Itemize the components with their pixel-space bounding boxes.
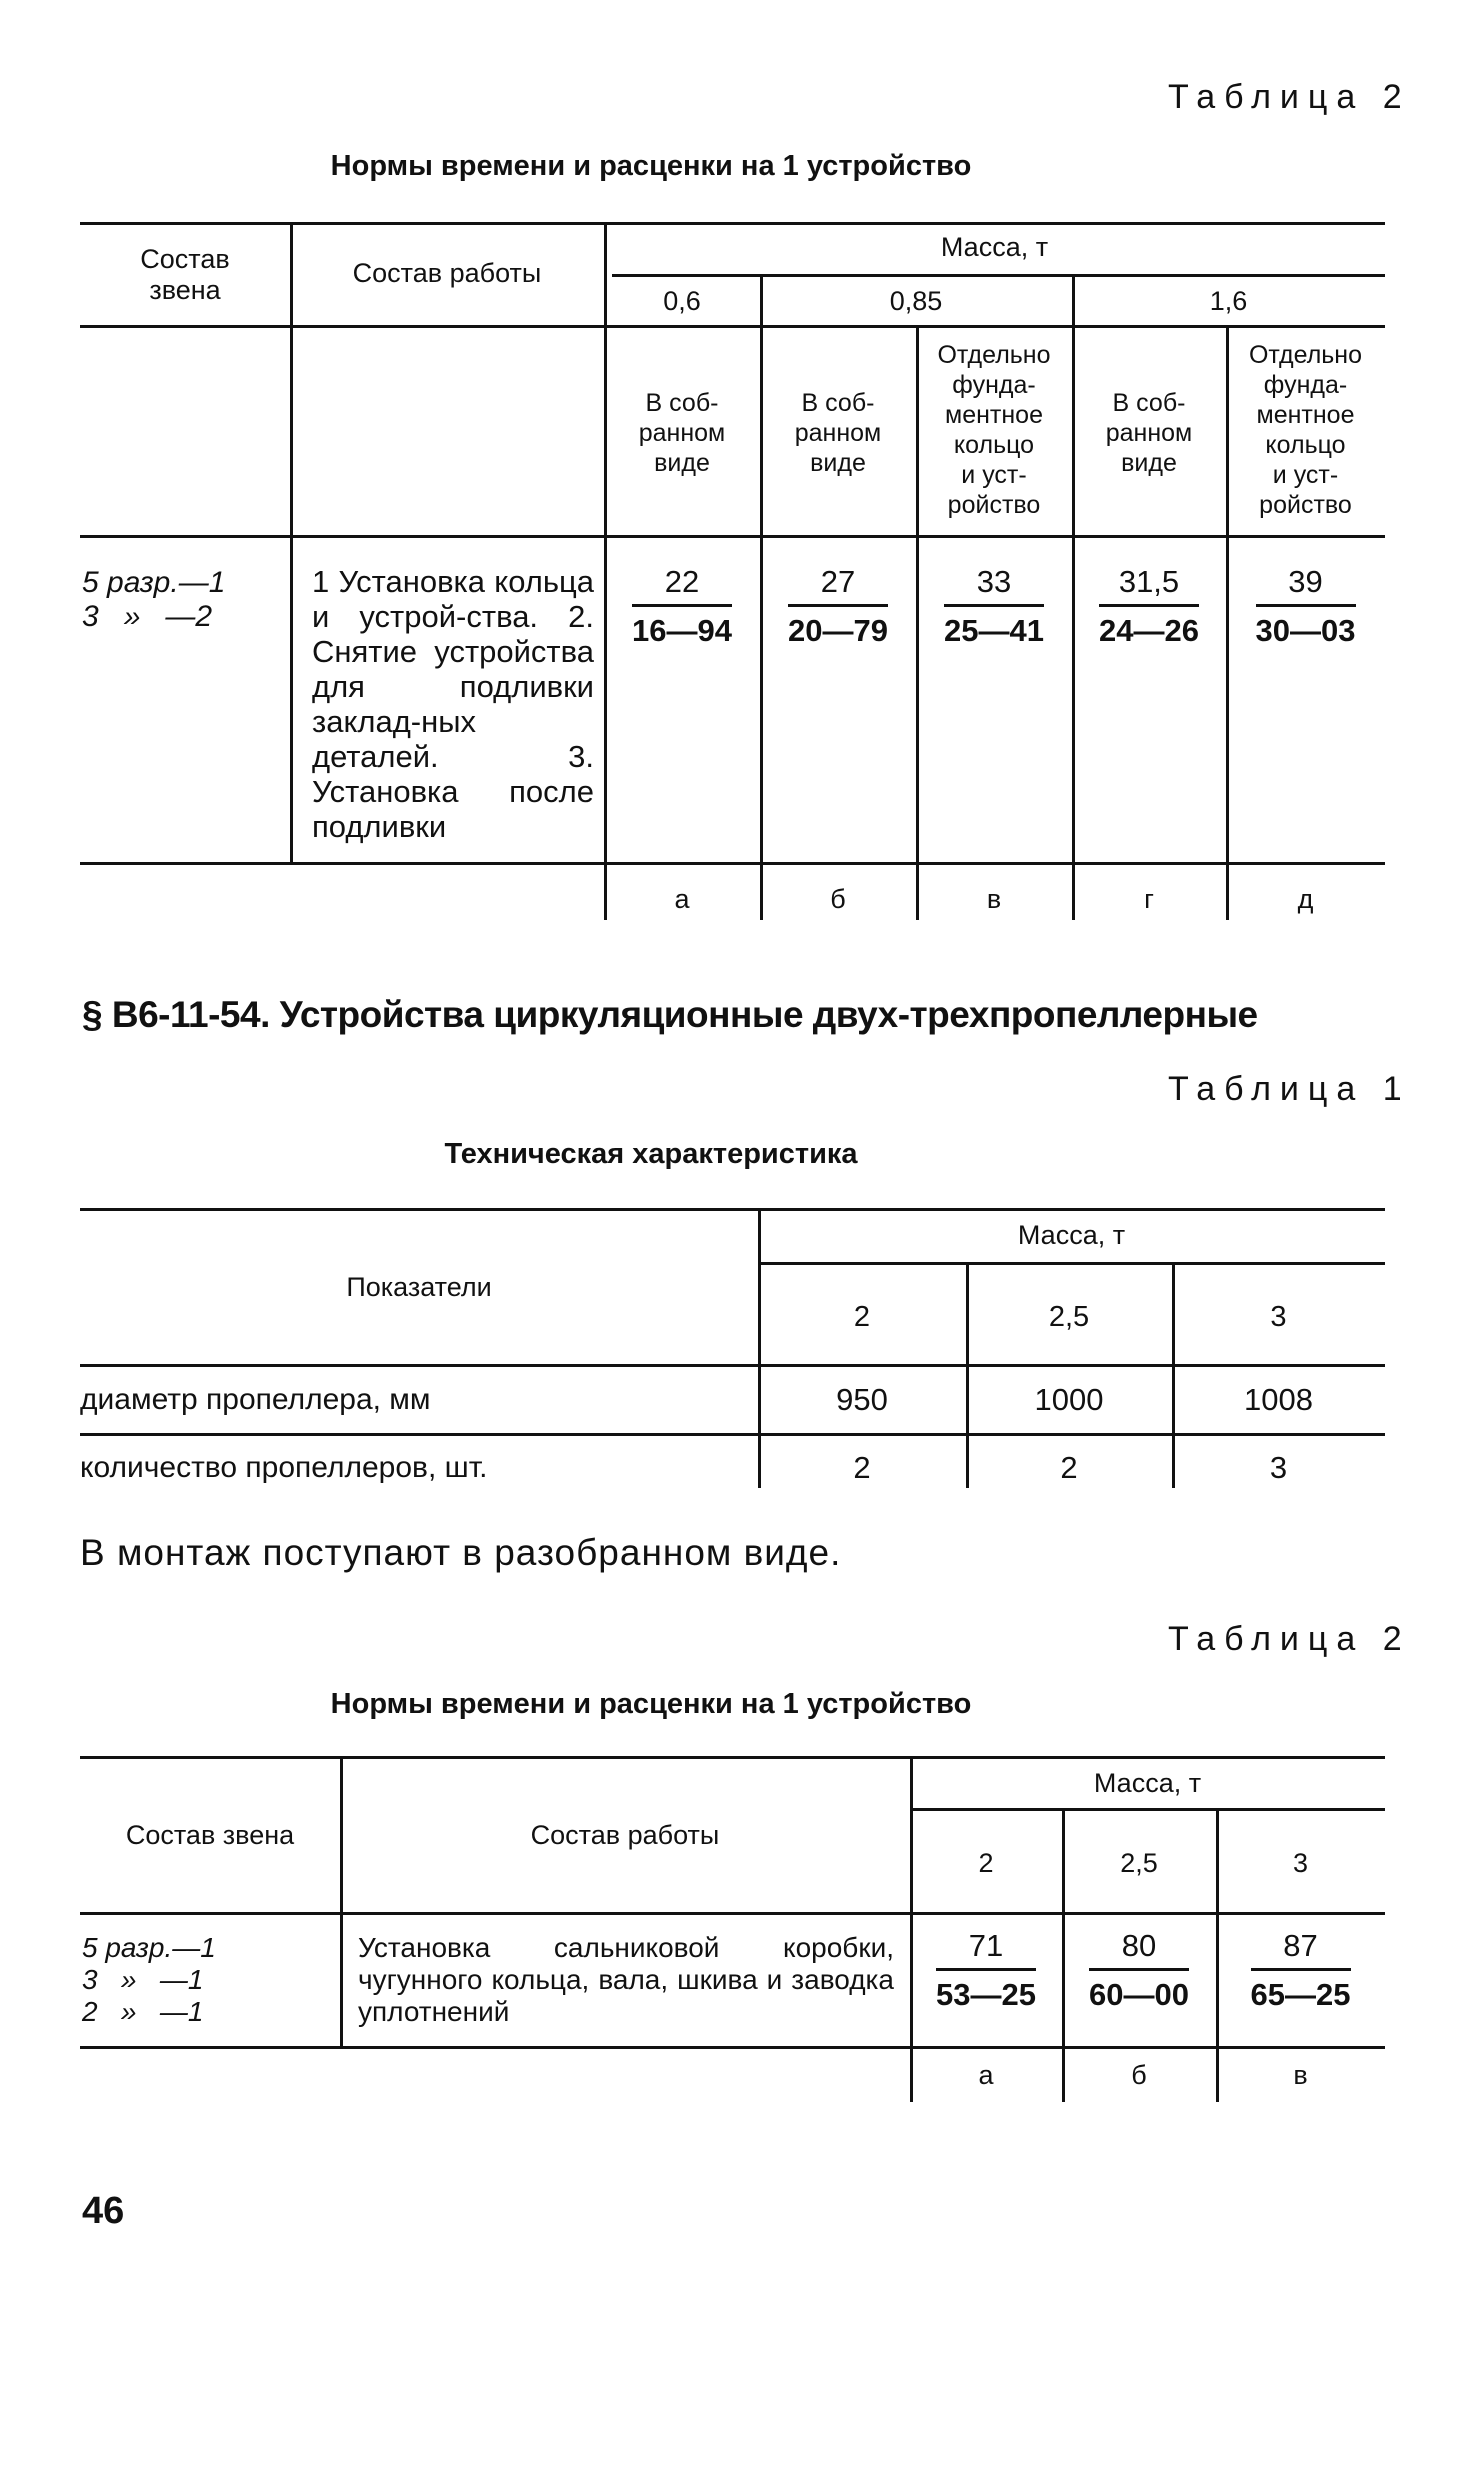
time-norm: 80: [1121, 1928, 1157, 1963]
time-norm: 39: [1288, 564, 1323, 599]
row-label: количество пропеллеров, шт.: [80, 1451, 488, 1484]
column-header: Масса, т: [1017, 1220, 1126, 1250]
norm-value: [1216, 1926, 1385, 2015]
fraction-bar: [788, 604, 888, 607]
table-rule: [80, 862, 1385, 865]
row-value: 2: [1060, 1450, 1078, 1485]
table-title: Техническая характеристика: [444, 1138, 858, 1170]
norm-value: [604, 562, 760, 651]
fraction-bar: [1099, 604, 1199, 607]
column-header: Состав звена: [140, 244, 230, 305]
table-border-top: [80, 1208, 1385, 1211]
fraction-bar: [1256, 604, 1356, 607]
row-value: 1000: [1034, 1382, 1104, 1417]
table-rule: [80, 2046, 1385, 2049]
column-letter: в: [986, 884, 1002, 914]
table-rule: [80, 325, 1385, 328]
sub-header: Отдельно фунда- ментное кольцо и уст- ройство: [937, 341, 1051, 519]
column-letter: а: [674, 884, 690, 914]
rate: 53—25: [936, 1977, 1036, 2012]
table-rule: [912, 1808, 1385, 1811]
mass-value: 1,6: [1209, 286, 1248, 316]
row-label: диаметр пропеллера, мм: [80, 1383, 431, 1416]
mass-value: 2: [978, 1848, 994, 1878]
crew-line: 5 разр.—1: [82, 566, 226, 599]
table-label: Таблица 1: [1168, 1070, 1411, 1108]
table-rule: [340, 1756, 343, 2046]
table-border-top: [80, 1756, 1385, 1759]
table-title: Нормы времени и расценки на 1 устройство: [330, 1688, 972, 1720]
table-rule: [290, 222, 293, 862]
row-value: 2: [853, 1450, 871, 1485]
table-rule: [80, 1433, 1385, 1436]
time-norm: 22: [664, 564, 700, 599]
table-rule: [758, 1262, 1385, 1265]
mass-value: 0,6: [663, 286, 701, 316]
column-letter: в: [1293, 2060, 1308, 2090]
table-rule: [80, 535, 1385, 538]
note-text: В монтаж поступают в разобранном виде.: [80, 1532, 842, 1573]
table-rule: [612, 274, 1385, 277]
crew-line: 3 » —1: [82, 1964, 204, 1995]
column-letter: а: [978, 2060, 994, 2090]
table-border-top: [80, 222, 1385, 225]
norm-value: [1072, 562, 1226, 651]
rate: 30—03: [1255, 613, 1356, 648]
mass-value: 2: [853, 1301, 871, 1333]
rate: 20—79: [788, 613, 888, 648]
column-header: Состав работы: [530, 1820, 720, 1850]
column-letter: б: [830, 884, 846, 914]
sub-header: В соб- ранном виде: [638, 389, 726, 477]
fraction-bar: [632, 604, 732, 607]
sub-header: Отдельно фунда- ментное кольцо и уст- ройство: [1248, 341, 1363, 519]
norm-value: [1226, 562, 1385, 651]
table-rule: [80, 1912, 1385, 1915]
sub-header: В соб- ранном виде: [794, 389, 882, 477]
crew-line: 2 » —1: [82, 1996, 204, 2027]
rate: 25—41: [944, 613, 1044, 648]
time-norm: 33: [976, 564, 1012, 599]
time-norm: 71: [968, 1928, 1004, 1963]
mass-value: 3: [1292, 1848, 1309, 1878]
column-header: Масса, т: [1093, 1768, 1202, 1798]
column-header: Показатели: [346, 1272, 492, 1302]
work-description: Установка сальниковой коробки, чугунного кольца, вала, шкива и заводка уплотнений: [358, 1932, 894, 2027]
page-number: 46: [82, 2190, 125, 2232]
mass-value: 3: [1270, 1301, 1287, 1333]
rate: 60—00: [1089, 1977, 1189, 2012]
column-letter: г: [1144, 884, 1154, 914]
time-norm: 87: [1283, 1928, 1318, 1963]
column-letter: б: [1131, 2060, 1147, 2090]
fraction-bar: [1089, 1968, 1189, 1971]
norm-value: [760, 562, 916, 651]
crew-line: 3 » —2: [82, 600, 213, 633]
row-value: 950: [836, 1382, 888, 1417]
mass-value: 0,85: [889, 286, 943, 316]
time-norm: 27: [820, 564, 856, 599]
sub-header: В соб- ранном виде: [1105, 389, 1193, 477]
fraction-bar: [936, 1968, 1036, 1971]
norm-value: [910, 1926, 1062, 2015]
column-header: Состав звена: [125, 1820, 295, 1850]
column-header: Масса, т: [940, 232, 1049, 262]
column-header: Состав работы: [352, 258, 542, 288]
rate: 24—26: [1099, 613, 1199, 648]
table-label: Таблица 2: [1168, 78, 1411, 116]
time-norm: 31,5: [1118, 564, 1180, 599]
mass-value: 2,5: [1048, 1301, 1090, 1333]
section-heading: § В6-11-54. Устройства циркуляционные двух-трехпропеллерные: [82, 994, 1258, 1035]
column-letter: д: [1297, 884, 1314, 914]
norm-value: [916, 562, 1072, 651]
table-label: Таблица 2: [1168, 1620, 1411, 1658]
row-value: 1008: [1244, 1382, 1313, 1417]
table-rule: [80, 1364, 1385, 1367]
rate: 65—25: [1250, 1977, 1351, 2012]
crew-line: 5 разр.—1: [82, 1932, 216, 1963]
row-value: 3: [1269, 1450, 1288, 1485]
fraction-bar: [944, 604, 1044, 607]
rate: 16—94: [632, 613, 732, 648]
work-description: 1 Установка кольца и устрой-ства. 2. Снятие устройства для подливки заклад-ных деталей. 3. Установка после подливки: [312, 564, 594, 844]
fraction-bar: [1251, 1968, 1351, 1971]
table-title: Нормы времени и расценки на 1 устройство: [330, 150, 972, 182]
norm-value: [1062, 1926, 1216, 2015]
mass-value: 2,5: [1120, 1848, 1158, 1878]
